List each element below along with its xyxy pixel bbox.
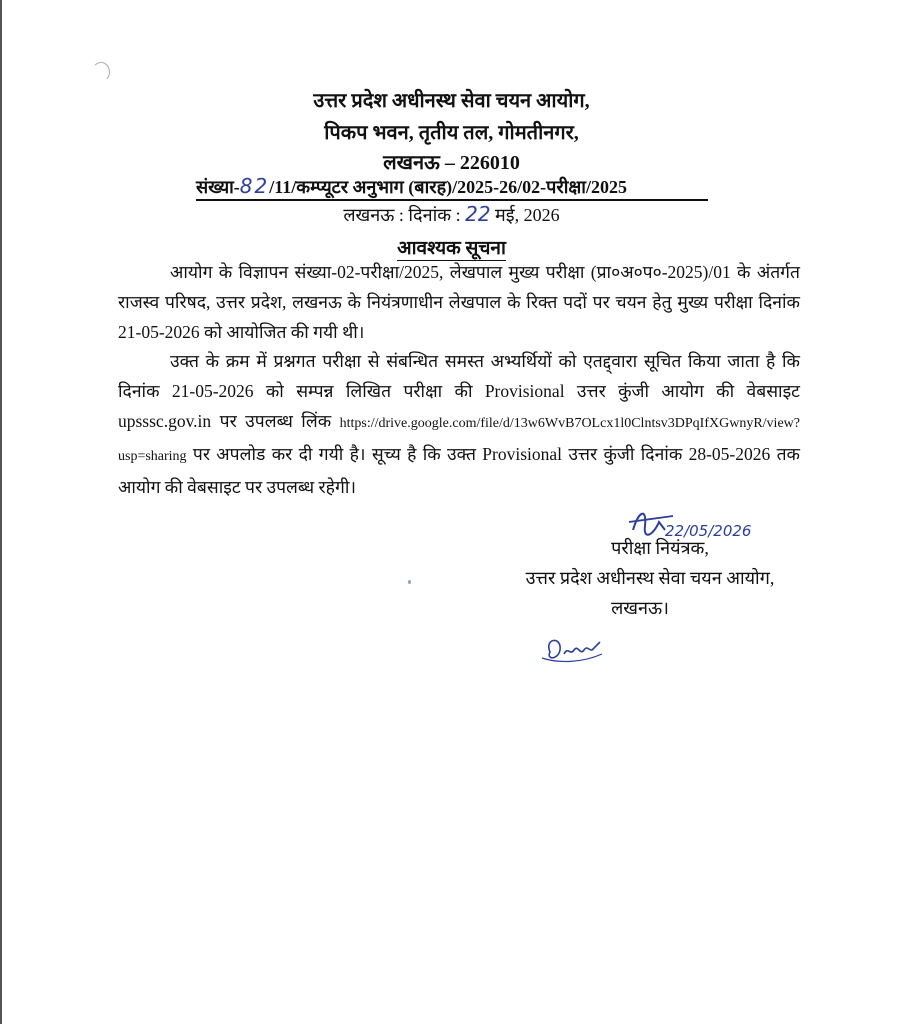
handwritten-initials [540,632,610,666]
punch-mark [92,62,110,82]
paragraph-1: आयोग के विज्ञापन संख्या-02-परीक्षा/2025, लेखपाल मुख्य परीक्षा (प्रा०अ०प०-2025)/01 के अंतर्गत राजस्व परिषद, उत्तर प्रदेश, लखनऊ के नियंत्रणाधीन लेखपाल के रिक्त पदों पर चयन हेतु मुख्य परीक्षा दिनांक 21-05-2026 को आयोजित की गयी थी। [118,262,800,342]
reference-underline [196,199,708,201]
reference-number [196,174,716,199]
stray-mark [408,580,411,584]
header-line-2: पिकप भवन, तृतीय तल, गोमतीनगर, [324,122,579,144]
date-suffix: मई, 2026 [490,205,560,225]
date-line [0,202,903,227]
header-line-3: लखनऊ – 226010 [383,152,520,174]
subject-text: आवश्यक सूचना [397,238,506,259]
paragraph-2-text-before: उक्त के क्रम में प्रश्नगत परीक्षा से संबन्धित समस्त अभ्यर्थियों को एतद्द्वारा सूचित किया जाता है कि दिनांक 21-05-2026 को सम्पन्न लिखित परीक्षा की Provisional उत्तर कुंजी आयोग की वेबसाइट upsssc.gov.in पर उपलब्ध लिंक [118,351,800,431]
paragraph-2-text-after: पर अपलोड कर दी गयी है। सूच्य है कि उक्त Provisional उत्तर कुंजी दिनांक 28-05-2026 तक आयोग की वेबसाइट पर उपलब्ध रहेगी। [118,444,800,497]
date-prefix: लखनऊ : दिनांक : [343,205,466,225]
reference-prefix: संख्या- [196,177,240,197]
signatory-organisation: उत्तर प्रदेश अधीनस्थ सेवा चयन आयोग, [525,568,775,588]
signatory-title: परीक्षा नियंत्रक, [611,538,709,558]
reference-suffix: /11/कम्प्यूटर अनुभाग (बारह)/2025-26/02-परीक्षा/2025 [269,177,627,197]
answer-key-link[interactable]: https://drive.google.com/file/d/13w6WvB7OLcx1l0Clntsv3DPqIfXGwnyR/view?usp=sharing [118,416,800,464]
signatory-city: लखनऊ। [611,598,669,618]
date-handwritten-day: 22 [465,202,491,226]
signature-date: 22/05/2026 [665,522,752,540]
header-line-1: उत्तर प्रदेश अधीनस्थ सेवा चयन आयोग, [313,90,590,112]
reference-handwritten-number: 82 [239,174,270,198]
paragraph-2 [118,346,800,502]
